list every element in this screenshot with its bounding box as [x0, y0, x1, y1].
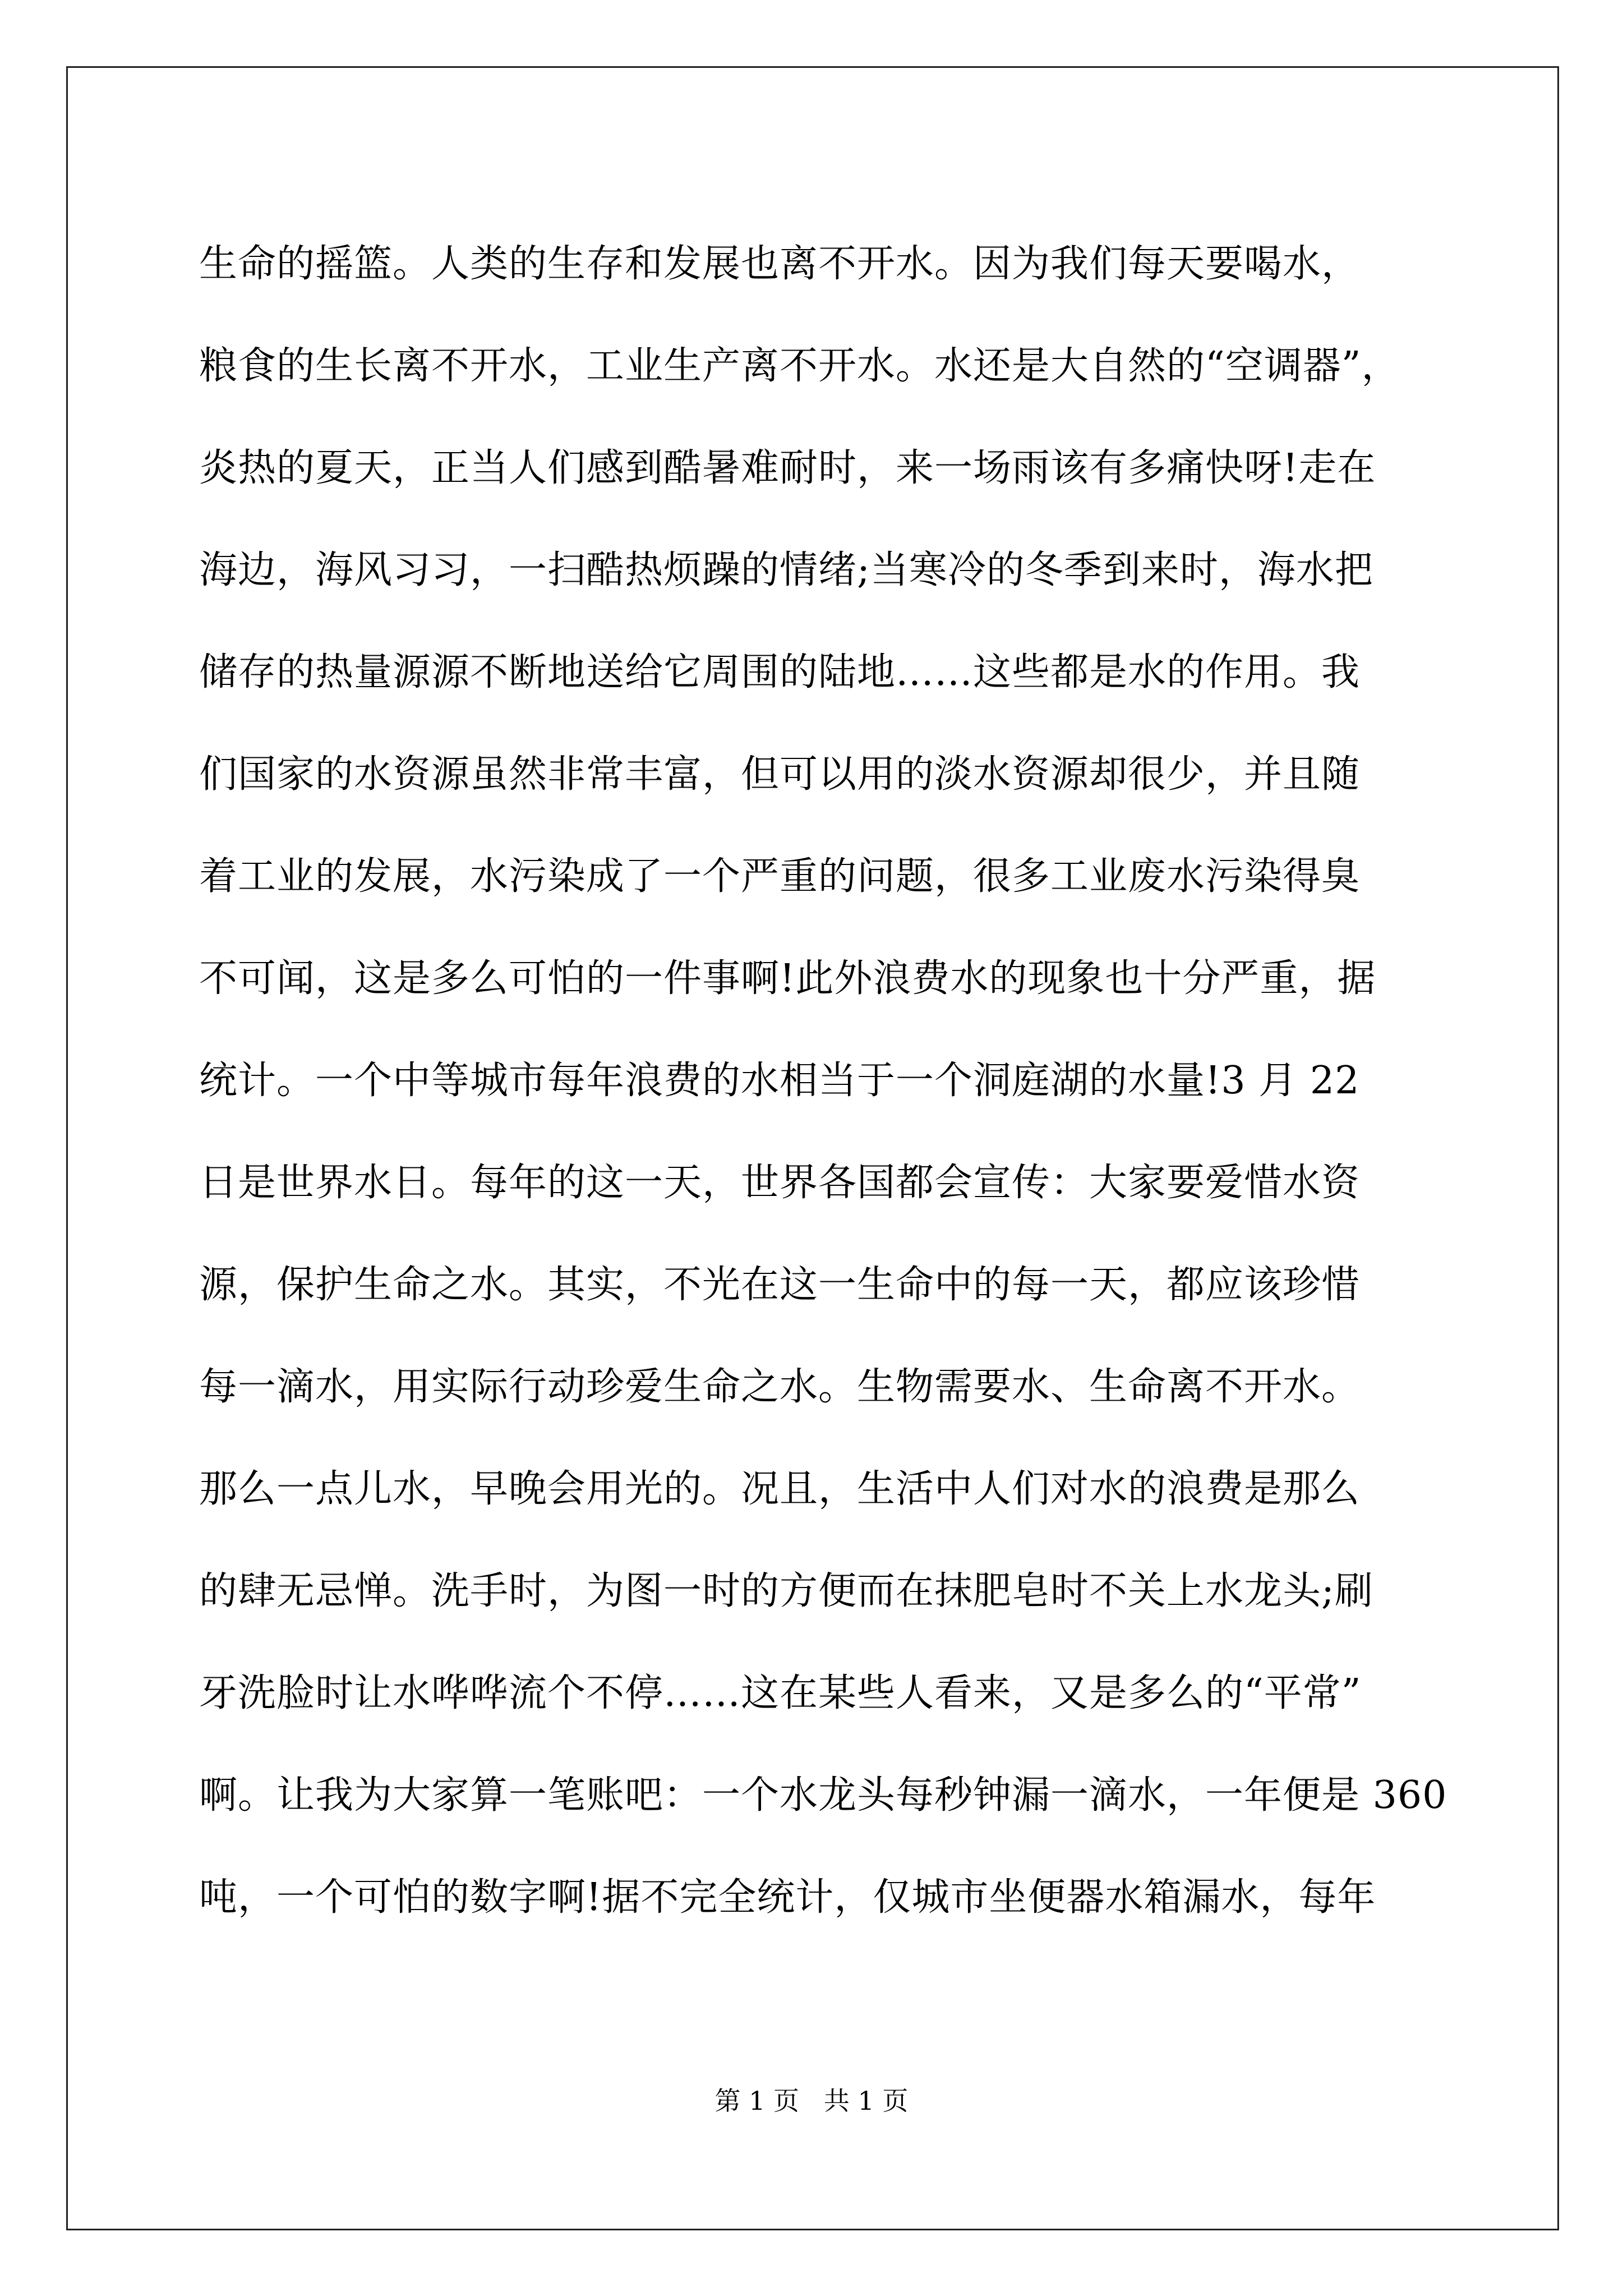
- text-line: 源，保护生命之水。其实，不光在这一生命中的每一天，都应该珍惜: [199, 1263, 1361, 1307]
- text-line: 储存的热量源源不断地送给它周围的陆地……这些都是水的作用。我: [199, 650, 1361, 694]
- text-line: 吨，一个可怕的数字啊!据不完全统计，仅城市坐便器水箱漏水，每年: [199, 1875, 1376, 1920]
- text-line: 那么一点儿水，早晚会用光的。况且，生活中人们对水的浪费是那么: [199, 1467, 1361, 1511]
- text-line: 们国家的水资源虽然非常丰富，但可以用的淡水资源却很少，并且随: [199, 752, 1361, 797]
- text-line: 统计。一个中等城市每年浪费的水相当于一个洞庭湖的水量!3 月 22: [199, 1059, 1360, 1103]
- text-line: 啊。让我为大家算一笔账吧：一个水龙头每秒钟漏一滴水，一年便是 360: [199, 1773, 1447, 1818]
- text-line: 生命的摇篮。人类的生存和发展也离不开水。因为我们每天要喝水，: [199, 242, 1361, 286]
- text-line: 海边，海风习习，一扫酷热烦躁的情绪;当寒冷的冬季到来时，海水把: [199, 548, 1373, 592]
- page-number-footer: 第 1 页 共 1 页: [714, 2086, 909, 2116]
- text-line: 着工业的发展，水污染成了一个严重的问题，很多工业废水污染得臭: [199, 854, 1361, 899]
- document-body: [199, 213, 1489, 1949]
- text-line: 牙洗脸时让水哗哗流个不停……这在某些人看来，又是多么的“平常”: [199, 1671, 1362, 1715]
- text-line: 不可闻，这是多么可怕的一件事啊!此外浪费水的现象也十分严重，据: [199, 956, 1376, 1001]
- text-line: 日是世界水日。每年的这一天，世界各国都会宣传：大家要爱惜水资: [199, 1161, 1361, 1205]
- text-line: 粮食的生长离不开水，工业生产离不开水。水还是大自然的“空调器”，: [199, 344, 1400, 388]
- text-line: 炎热的夏天，正当人们感到酷暑难耐时，来一场雨该有多痛快呀!走在: [199, 446, 1376, 490]
- text-line: 每一滴水，用实际行动珍爱生命之水。生物需要水、生命离不开水。: [199, 1365, 1361, 1409]
- text-line: 的肆无忌惮。洗手时，为图一时的方便而在抹肥皂时不关上水龙头;刷: [199, 1569, 1373, 1613]
